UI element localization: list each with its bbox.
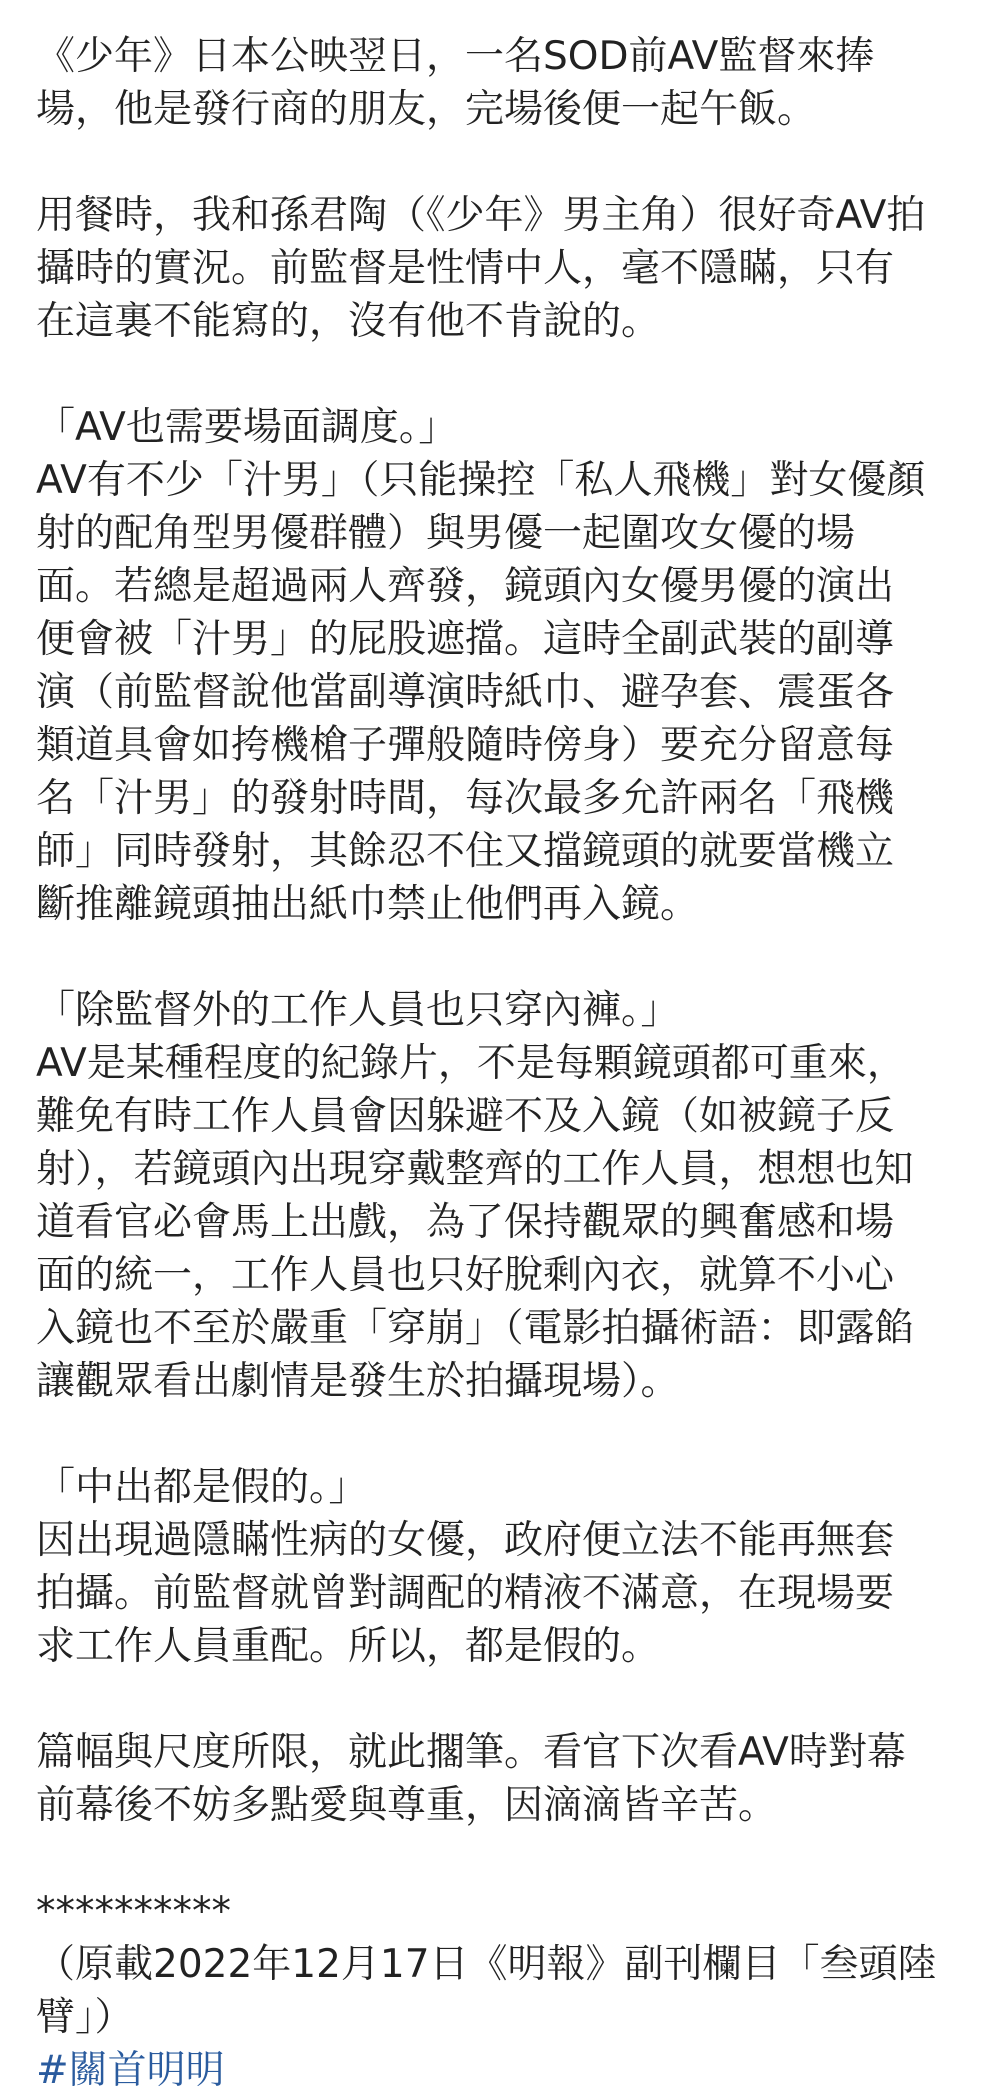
section-2-line: 射），若鏡頭內出現穿戴整齊的工作人員，想想也知 (36, 1147, 914, 1192)
section-2-line: 入鏡也不至於嚴重「穿崩」（電影拍攝術語：即露餡 (36, 1306, 914, 1351)
section-3-heading: 「中出都是假的。」 (36, 1465, 368, 1510)
section-1-line: 名「汁男」的發射時間，每次最多允許兩名「飛機 (36, 776, 895, 821)
paragraph-gap (36, 1408, 966, 1461)
hashtag-link[interactable]: #關首明明 (36, 2048, 225, 2093)
section-2-line: AV是某種程度的紀錄片，不是每顆鏡頭都可重來， (36, 1041, 906, 1086)
paragraph-gap (36, 1832, 966, 1885)
section-3-line: 求工作人員重配。所以，都是假的。 (36, 1624, 661, 1669)
section-1-line: 面。若總是超過兩人齊發，鏡頭內女優男優的演出 (36, 564, 895, 609)
section-2-line: 難免有時工作人員會因躲避不及入鏡（如被鏡子反 (36, 1094, 895, 1139)
paragraph-1-line: 場，他是發行商的朋友，完場後便一起午飯。 (36, 87, 817, 132)
section-1-line: 射的配角型男優群體）與男優一起圍攻女優的場 (36, 511, 856, 556)
section-1-line: 師」同時發射，其餘忍不住又擋鏡頭的就要當機立 (36, 829, 895, 874)
paragraph-2-line: 用餐時，我和孫君陶（《少年》男主角）很好奇AV拍 (36, 193, 926, 238)
paragraph-gap (36, 136, 966, 189)
closing-line: 前幕後不妨多點愛與尊重，因滴滴皆辛苦。 (36, 1783, 778, 1828)
paragraph-2-line: 在這裏不能寫的，沒有他不肯說的。 (36, 299, 661, 344)
paragraph-gap (36, 931, 966, 984)
closing-line: 篇幅與尺度所限，就此擱筆。看官下次看AV時對幕 (36, 1730, 906, 1775)
section-2-heading: 「除監督外的工作人員也只穿內褲。」 (36, 988, 680, 1033)
section-2-line: 道看官必會馬上出戲，為了保持觀眾的興奮感和場 (36, 1200, 895, 1245)
paragraph-gap (36, 1673, 966, 1726)
section-1-line: 便會被「汁男」的屁股遮擋。這時全副武裝的副導 (36, 617, 895, 662)
section-1-line: AV有不少「汁男」（只能操控「私人飛機」對女優顏 (36, 458, 926, 503)
section-1-line: 類道具會如挎機槍子彈般隨時傍身）要充分留意每 (36, 723, 895, 768)
separator: ********** (36, 1889, 231, 1934)
article-body (36, 30, 966, 2097)
section-1-line: 斷推離鏡頭抽出紙巾禁止他們再入鏡。 (36, 882, 700, 927)
section-1-heading: 「AV也需要場面調度。」 (36, 405, 458, 450)
section-2-line: 面的統一，工作人員也只好脫剩內衣，就算不小心 (36, 1253, 895, 1298)
section-3-line: 拍攝。前監督就曾對調配的精液不滿意，在現場要 (36, 1571, 895, 1616)
paragraph-2-line: 攝時的實況。前監督是性情中人，毫不隱瞞，只有 (36, 246, 895, 291)
section-3-line: 因出現過隱瞞性病的女優，政府便立法不能再無套 (36, 1518, 895, 1563)
section-2-line: 讓觀眾看出劇情是發生於拍攝現場）。 (36, 1359, 680, 1404)
section-1-line: 演（前監督說他當副導演時紙巾、避孕套、震蛋各 (36, 670, 895, 715)
source-note-line: （原載2022年12月17日《明報》副刊欄目「叁頭陸 (36, 1942, 937, 1987)
source-note-line: 臂」） (36, 1995, 134, 2040)
paragraph-gap (36, 348, 966, 401)
paragraph-1-line: 《少年》日本公映翌日，一名SOD前AV監督來捧 (36, 34, 875, 79)
